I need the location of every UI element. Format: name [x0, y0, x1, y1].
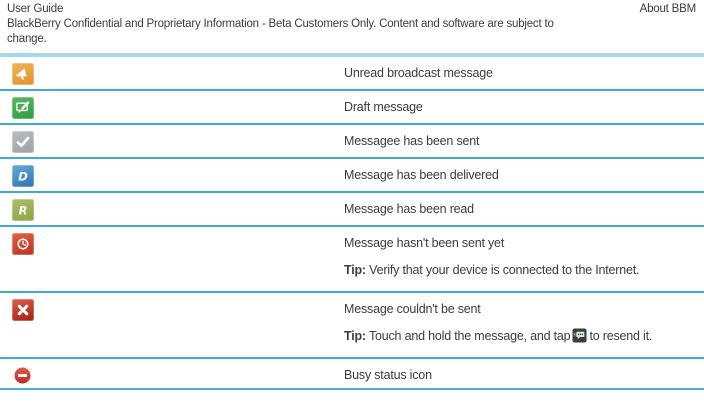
status-description-cell	[344, 227, 704, 291]
chapter-title: About BBM	[639, 3, 696, 15]
status-icon-cell	[0, 193, 344, 225]
status-icon-cell	[0, 227, 344, 291]
resend-icon	[572, 328, 587, 343]
status-description: Messagee has been sent	[344, 134, 480, 148]
confidential-notice: BlackBerry Confidential and Proprietary Information - Beta Customers Only. Content and software are subject to change.	[7, 18, 554, 45]
status-description: Message hasn't been sent yet	[344, 236, 505, 250]
status-icon-cell	[0, 359, 344, 388]
read-icon	[12, 199, 34, 221]
status-description: Message couldn't be sent	[344, 302, 481, 316]
status-description: Busy status icon	[344, 368, 432, 382]
table-row	[0, 191, 704, 225]
tip-text-after-icon: to resend it.	[589, 329, 653, 343]
status-description-cell	[344, 359, 704, 388]
tip	[344, 262, 694, 278]
status-description-cell	[344, 193, 704, 225]
status-description-cell	[344, 91, 704, 123]
tip-text-before-icon: Touch and hold the message, and tap	[368, 329, 571, 343]
tip-label: Tip:	[344, 263, 366, 277]
doc-title: User Guide	[7, 3, 64, 15]
svg-text:D: D	[18, 169, 28, 184]
status-description-cell	[344, 57, 704, 89]
pending-icon	[12, 233, 34, 255]
tip-text: Verify that your device is connected to the Internet.	[369, 263, 640, 277]
table-row	[0, 225, 704, 291]
sent-icon	[12, 131, 34, 153]
status-description: Message has been delivered	[344, 168, 499, 182]
status-description: Message has been read	[344, 202, 474, 216]
svg-text:R: R	[18, 203, 28, 218]
status-icon-cell	[0, 159, 344, 191]
table-row	[0, 291, 704, 357]
running-header	[7, 3, 696, 16]
table-row	[0, 357, 704, 388]
status-description-cell	[344, 159, 704, 191]
status-description: Draft message	[344, 100, 423, 114]
message-status-table	[0, 53, 704, 390]
delivered-icon	[12, 165, 34, 187]
status-description-cell	[344, 293, 704, 357]
status-icon-cell	[0, 125, 344, 157]
table-row	[0, 57, 704, 89]
broadcast-icon	[12, 63, 34, 85]
table-row	[0, 89, 704, 123]
status-description: Unread broadcast message	[344, 66, 493, 80]
tip	[344, 328, 654, 344]
status-description-cell	[344, 125, 704, 157]
status-icon-cell	[0, 293, 344, 357]
table-row	[0, 157, 704, 191]
tip-label: Tip:	[344, 329, 366, 343]
busy-icon	[14, 367, 31, 384]
page-header	[0, 0, 704, 47]
table-row	[0, 123, 704, 157]
status-icon-cell	[0, 91, 344, 123]
status-icon-cell	[0, 57, 344, 89]
failed-icon	[12, 299, 34, 321]
draft-icon	[12, 97, 34, 119]
